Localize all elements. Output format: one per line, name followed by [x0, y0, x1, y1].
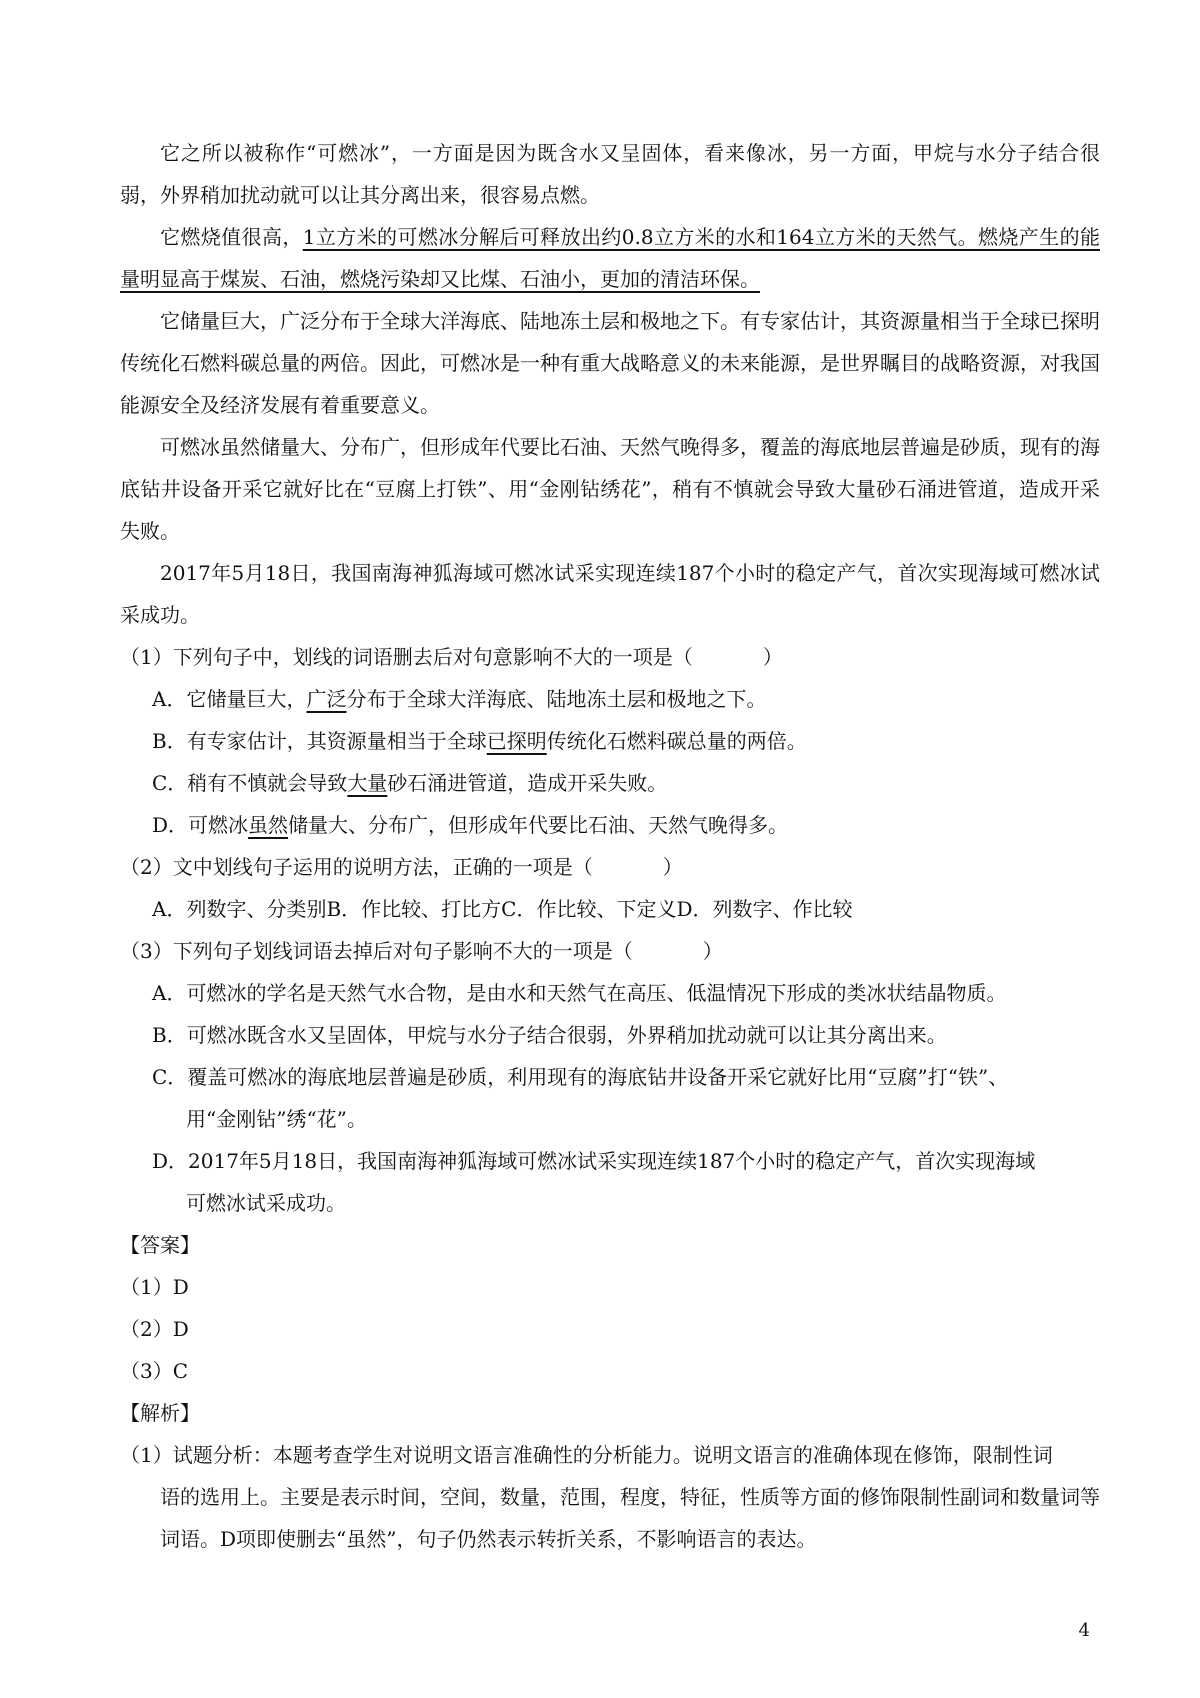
analysis-heading: 【解析】 [120, 1401, 200, 1425]
question-3-option-d: D．2017年5月18日，我国南海神狐海域可燃冰试采实现连续187个小时的稳定产气，首次实现海域 可燃冰试采成功。 [152, 1149, 1036, 1215]
question-1-option-b: B．有专家估计，其资源量相当于全球已探明传统化石燃料碳总量的两倍。 [152, 729, 807, 753]
question-1-option-c: C．稍有不慎就会导致大量砂石涌进管道，造成开采失败。 [152, 771, 668, 795]
answer-heading: 【答案】 [120, 1233, 200, 1257]
paragraph-3: 它储量巨大，广泛分布于全球大洋海底、陆地冻土层和极地之下。有专家估计，其资源量相当于全球已探明传统化石燃料碳总量的两倍。因此，可燃冰是一种有重大战略意义的未来能源，是世界瞩目的战略资源，对我国能源安全及经济发展有着重要意义。 [120, 309, 1100, 417]
question-2-options: A．列数字、分类别B．作比较、打比方C．作比较、下定义D．列数字、作比较 [152, 897, 853, 921]
answer-3: （3）C [120, 1359, 189, 1383]
paragraph-5: 2017年5月18日，我国南海神狐海域可燃冰试采实现连续187个小时的稳定产气，首次实现海域可燃冰试采成功。 [120, 561, 1100, 627]
answer-1: （1）D [120, 1275, 189, 1299]
underlined-sentence: 1立方米的可燃冰分解后可释放出约0.8立方米的水和164立方米的天然气。燃烧产生的能量明显高于煤炭、石油，燃烧污染却又比煤、石油小，更加的清洁环保。 [120, 225, 1100, 291]
analysis-text: （1）试题分析：本题考查学生对说明文语言准确性的分析能力。说明文语言的准确体现在修饰，限制性词 语的选用上。主要是表示时间，空间，数量，范围，程度，特征，性质等方面的修饰限制性副词和数量词等词语。D项即使删去“虽然”，句子仍然表示转折关系，不影响语言的表达。 [120, 1443, 1100, 1551]
question-1-option-a: A．它储量巨大，广泛分布于全球大洋海底、陆地冻土层和极地之下。 [152, 687, 767, 711]
question-2-stem: （2）文中划线句子运用的说明方法，正确的一项是（ ） [120, 855, 683, 879]
paragraph-2 [120, 216, 1100, 300]
page-number: 4 [1078, 1620, 1090, 1641]
paragraph-4: 可燃冰虽然储量大、分布广，但形成年代要比石油、天然气晚得多，覆盖的海底地层普遍是砂质，现有的海底钻井设备开采它就好比在“豆腐上打铁”、用“金刚钻绣花”，稍有不慎就会导致大量砂石涌进管道，造成开采失败。 [120, 435, 1100, 543]
question-1-stem: （1）下列句子中，划线的词语删去后对句意影响不大的一项是（ ） [120, 645, 783, 669]
paragraph-2-lead: 它燃烧值很高， [160, 225, 303, 249]
question-3-option-b: B．可燃冰既含水又呈固体，甲烷与水分子结合很弱，外界稍加扰动就可以让其分离出来。 [152, 1023, 947, 1047]
question-3-option-a: A．可燃冰的学名是天然气水合物，是由水和天然气在高压、低温情况下形成的类冰状结晶物质。 [152, 981, 1007, 1005]
question-1-option-d: D．可燃冰虽然储量大、分布广，但形成年代要比石油、天然气晚得多。 [152, 813, 789, 837]
document-page [120, 132, 1100, 1560]
paragraph-1: 它之所以被称作“可燃冰”，一方面是因为既含水又呈固体，看来像冰，另一方面，甲烷与水分子结合很弱，外界稍加扰动就可以让其分离出来，很容易点燃。 [120, 141, 1100, 207]
question-3-option-c: C．覆盖可燃冰的海底地层普遍是砂质，利用现有的海底钻井设备开采它就好比用“豆腐”打“铁”、 用“金刚钻”绣“花”。 [152, 1065, 1009, 1131]
answer-2: （2）D [120, 1317, 189, 1341]
question-3-stem: （3）下列句子划线词语去掉后对句子影响不大的一项是（ ） [120, 939, 723, 963]
